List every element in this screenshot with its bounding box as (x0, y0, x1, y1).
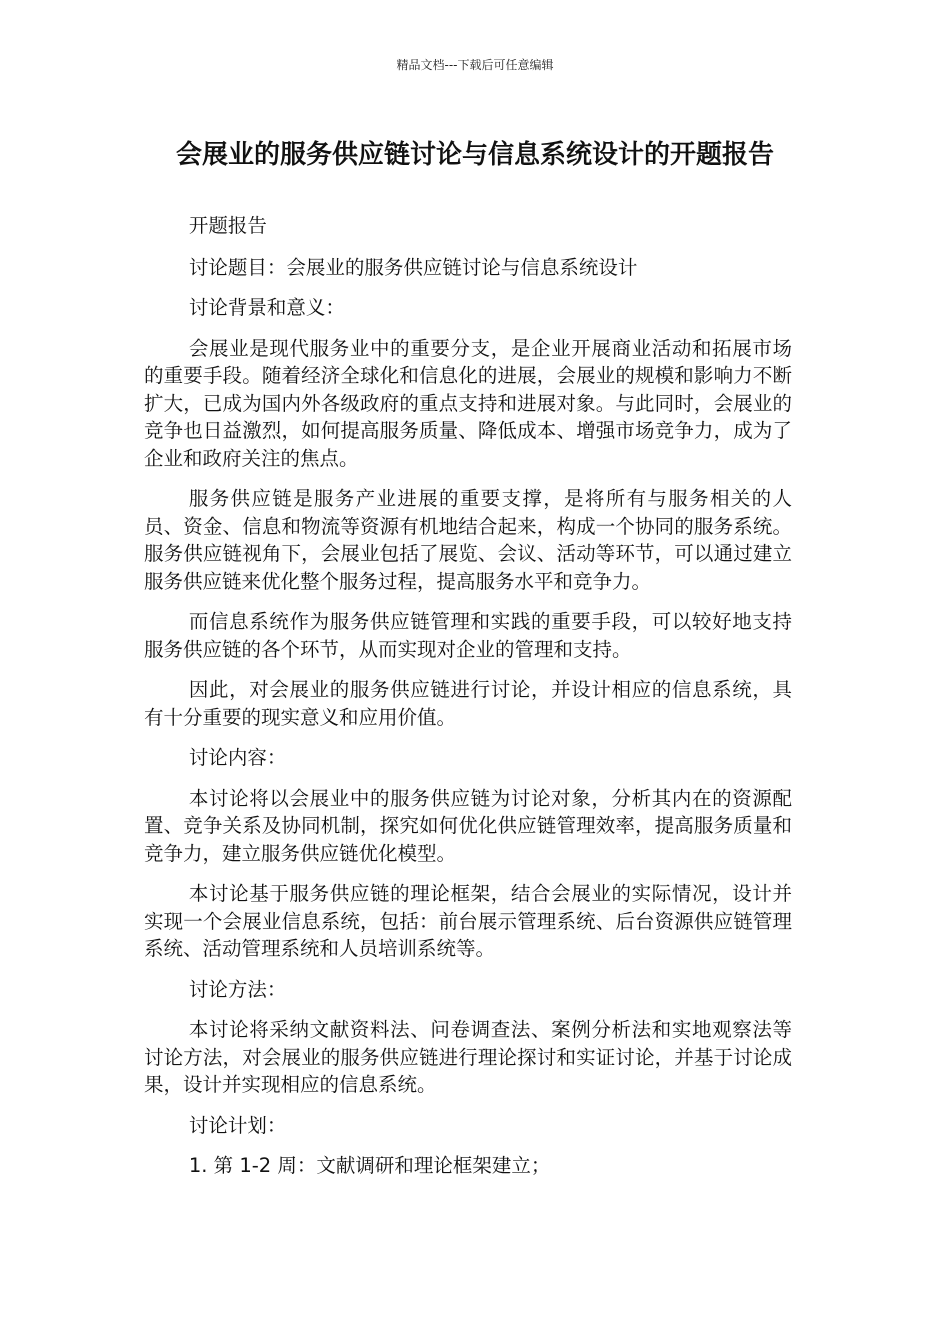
document-body (144, 212, 792, 1193)
paragraph-report-label: 开题报告 (188, 214, 267, 237)
paragraph-method-1: 本讨论将采纳文献资料法、问卷调查法、案例分析法和实地观察法等讨论方法，对会展业的服务供应链进行理论探讨和实证讨论，并基于讨论成果，设计并实现相应的信息系统。 (144, 1018, 792, 1096)
paragraph-background-3: 而信息系统作为服务供应链管理和实践的重要手段，可以较好地支持服务供应链的各个环节，从而实现对企业的管理和支持。 (144, 610, 792, 661)
paragraph-method-heading: 讨论方法： (188, 977, 287, 1001)
page-header-note: 精品文档---下载后可任意编辑 (396, 58, 554, 72)
paragraph-plan-heading: 讨论计划： (188, 1113, 287, 1137)
paragraph-plan-item-1: 1. 第 1-2 周：文献调研和理论框架建立； (188, 1154, 551, 1177)
paragraph-content-heading: 讨论内容： (188, 746, 287, 769)
paragraph-topic: 讨论题目：会展业的服务供应链讨论与信息系统设计 (188, 255, 638, 279)
paragraph-content-1: 本讨论将以会展业中的服务供应链为讨论对象，分析其内在的资源配置、竞争关系及协同机制，探究如何优化供应链管理效率，提高服务质量和竞争力，建立服务供应链优化模型。 (144, 786, 792, 865)
paragraph-background-4: 因此，对会展业的服务供应链进行讨论，并设计相应的信息系统，具有十分重要的现实意义和应用价值。 (144, 678, 792, 729)
paragraph-background-heading: 讨论背景和意义： (188, 296, 345, 319)
document-title: 会展业的服务供应链讨论与信息系统设计的开题报告 (175, 140, 774, 170)
paragraph-background-1: 会展业是现代服务业中的重要分支，是企业开展商业活动和拓展市场的重要手段。随着经济全球化和信息化的进展，会展业的规模和影响力不断扩大，已成为国内外各级政府的重点支持和进展对象。与此同时，会展业的竞争也日益激烈，如何提高服务质量、降低成本、增强市场竞争力，成为了企业和政府关注的焦点。 (144, 336, 792, 470)
paragraph-background-2: 服务供应链是服务产业进展的重要支撑，是将所有与服务相关的人员、资金、信息和物流等资源有机地结合起来，构成一个协同的服务系统。服务供应链视角下，会展业包括了展览、会议、活动等环节，可以通过建立服务供应链来优化整个服务过程，提高服务水平和竞争力。 (144, 487, 792, 593)
paragraph-content-2: 本讨论基于服务供应链的理论框架，结合会展业的实际情况，设计并实现一个会展业信息系统，包括：前台展示管理系统、后台资源供应链管理系统、活动管理系统和人员培训系统等。 (144, 882, 792, 960)
